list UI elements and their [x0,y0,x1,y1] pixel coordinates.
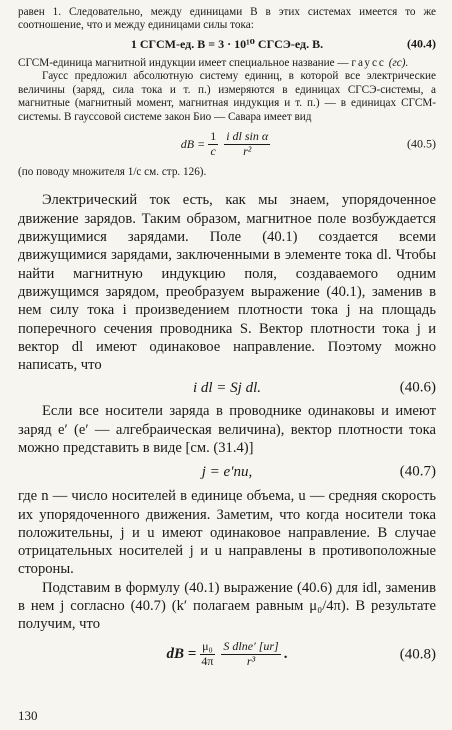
equation-40-6-formula: i dl = Sj dl. [192,379,262,396]
equation-40-8-frac2: $\frac{\text{S dlne′ [ur]}}{\text{r³}}$ [223,639,279,669]
equation-40-5-lhs: dB = [180,136,206,151]
equation-40-5-frac2: $\frac{\text{i dl sin α}}{\text{r²}}$ [226,128,269,158]
equation-40-8-number: (40.8) [399,646,436,663]
equation-40-8-frac1: $\frac{\text{μ₀}}{4\pi}$ [201,639,214,669]
equation-40-5-frac1: $\frac{1}{c}$ [210,128,217,158]
equation-40-4-formula: 1 СГСМ-ед. B = 3 · 10¹⁰ СГСЭ-ед. B. [130,36,324,51]
equation-40-6 [18,374,436,402]
page-content [18,6,436,676]
equation-40-7-number: (40.7) [399,463,436,480]
factor-note: (по поводу множителя 1/c см. стр. 126). [18,166,207,179]
equation-40-4 [18,34,436,54]
equation-40-8 [18,634,436,676]
equation-40-7-formula: j = e′nu, [201,463,253,480]
main-paragraph-3: где n — число носителей в единице объема, u — средняя скорость их упорядоченного движения. Заметим, что когда носители тока положительны, j и u имеют одинаковое направление. В случае отрицательных носителей j и u направлены в противоположные стороны. [18,488,436,578]
gauss-abbr: (гс). [388,57,409,69]
equation-40-7 [18,457,436,487]
gauss-unit-note [18,57,436,70]
equation-40-8-tail: . [283,646,288,663]
main-paragraph-2: Если все носители заряда в проводнике одинаковы и имеют заряд e′ (e′ — алгебраическая величина), вектор плотности тока можно представить в виде [см. (31.4)] [18,403,436,456]
gauss-system-paragraph: Гаусс предложил абсолютную систему единиц, в которой все электрические величины (заряд, сила тока и т. п.) измеряются в единицах СГСЭ-системы, а магнитные (магнитный момент, магнитная индукция и т. п.) — в единицах СГСМ-системы. В гауссовой системе закон Био — Савара имеет вид [18,70,436,123]
main-paragraph-4: Подставим в формулу (40.1) выражение (40.6) для idl, заменив в нем j согласно (40.7) (k′ полагаем равным μ₀/4π). В результате получим, что [18,579,436,633]
equation-40-8-lhs: dB = [166,646,197,663]
gauss-term: гаусс [351,57,386,69]
main-paragraph-1: Электрический ток есть, как мы знаем, упорядоченное движение зарядов. Таким образом, магнитное поле возбуждается движущимися зарядами. Поле (40.1) создается всеми движущимися зарядами, заключенными в элементе тока dl. Чтобы найти магнитную индукцию поля, создаваемого одним движущимся зарядом, преобразуем выражение (40.1), заменив в нем силу тока i произведением плотности тока j на площадь поперечного сечения проводника S. Вектор плотности тока j и вектор dl имеют одинаковое направление. Поэтому можно написать, что [18,192,436,374]
equation-40-5 [18,124,436,164]
equation-40-4-number: (40.4) [407,36,436,51]
equation-40-5-number: (40.5) [407,136,436,151]
equation-40-6-number: (40.6) [399,379,436,396]
intro-paragraph: равен 1. Следовательно, между единицами B в этих системах имеется то же соотношение, что и между единицами силы тока: [18,6,436,32]
gauss-note-text: СГСМ-единица магнитной индукции имеет специальное название — [18,57,349,69]
page-number: 130 [18,708,38,723]
